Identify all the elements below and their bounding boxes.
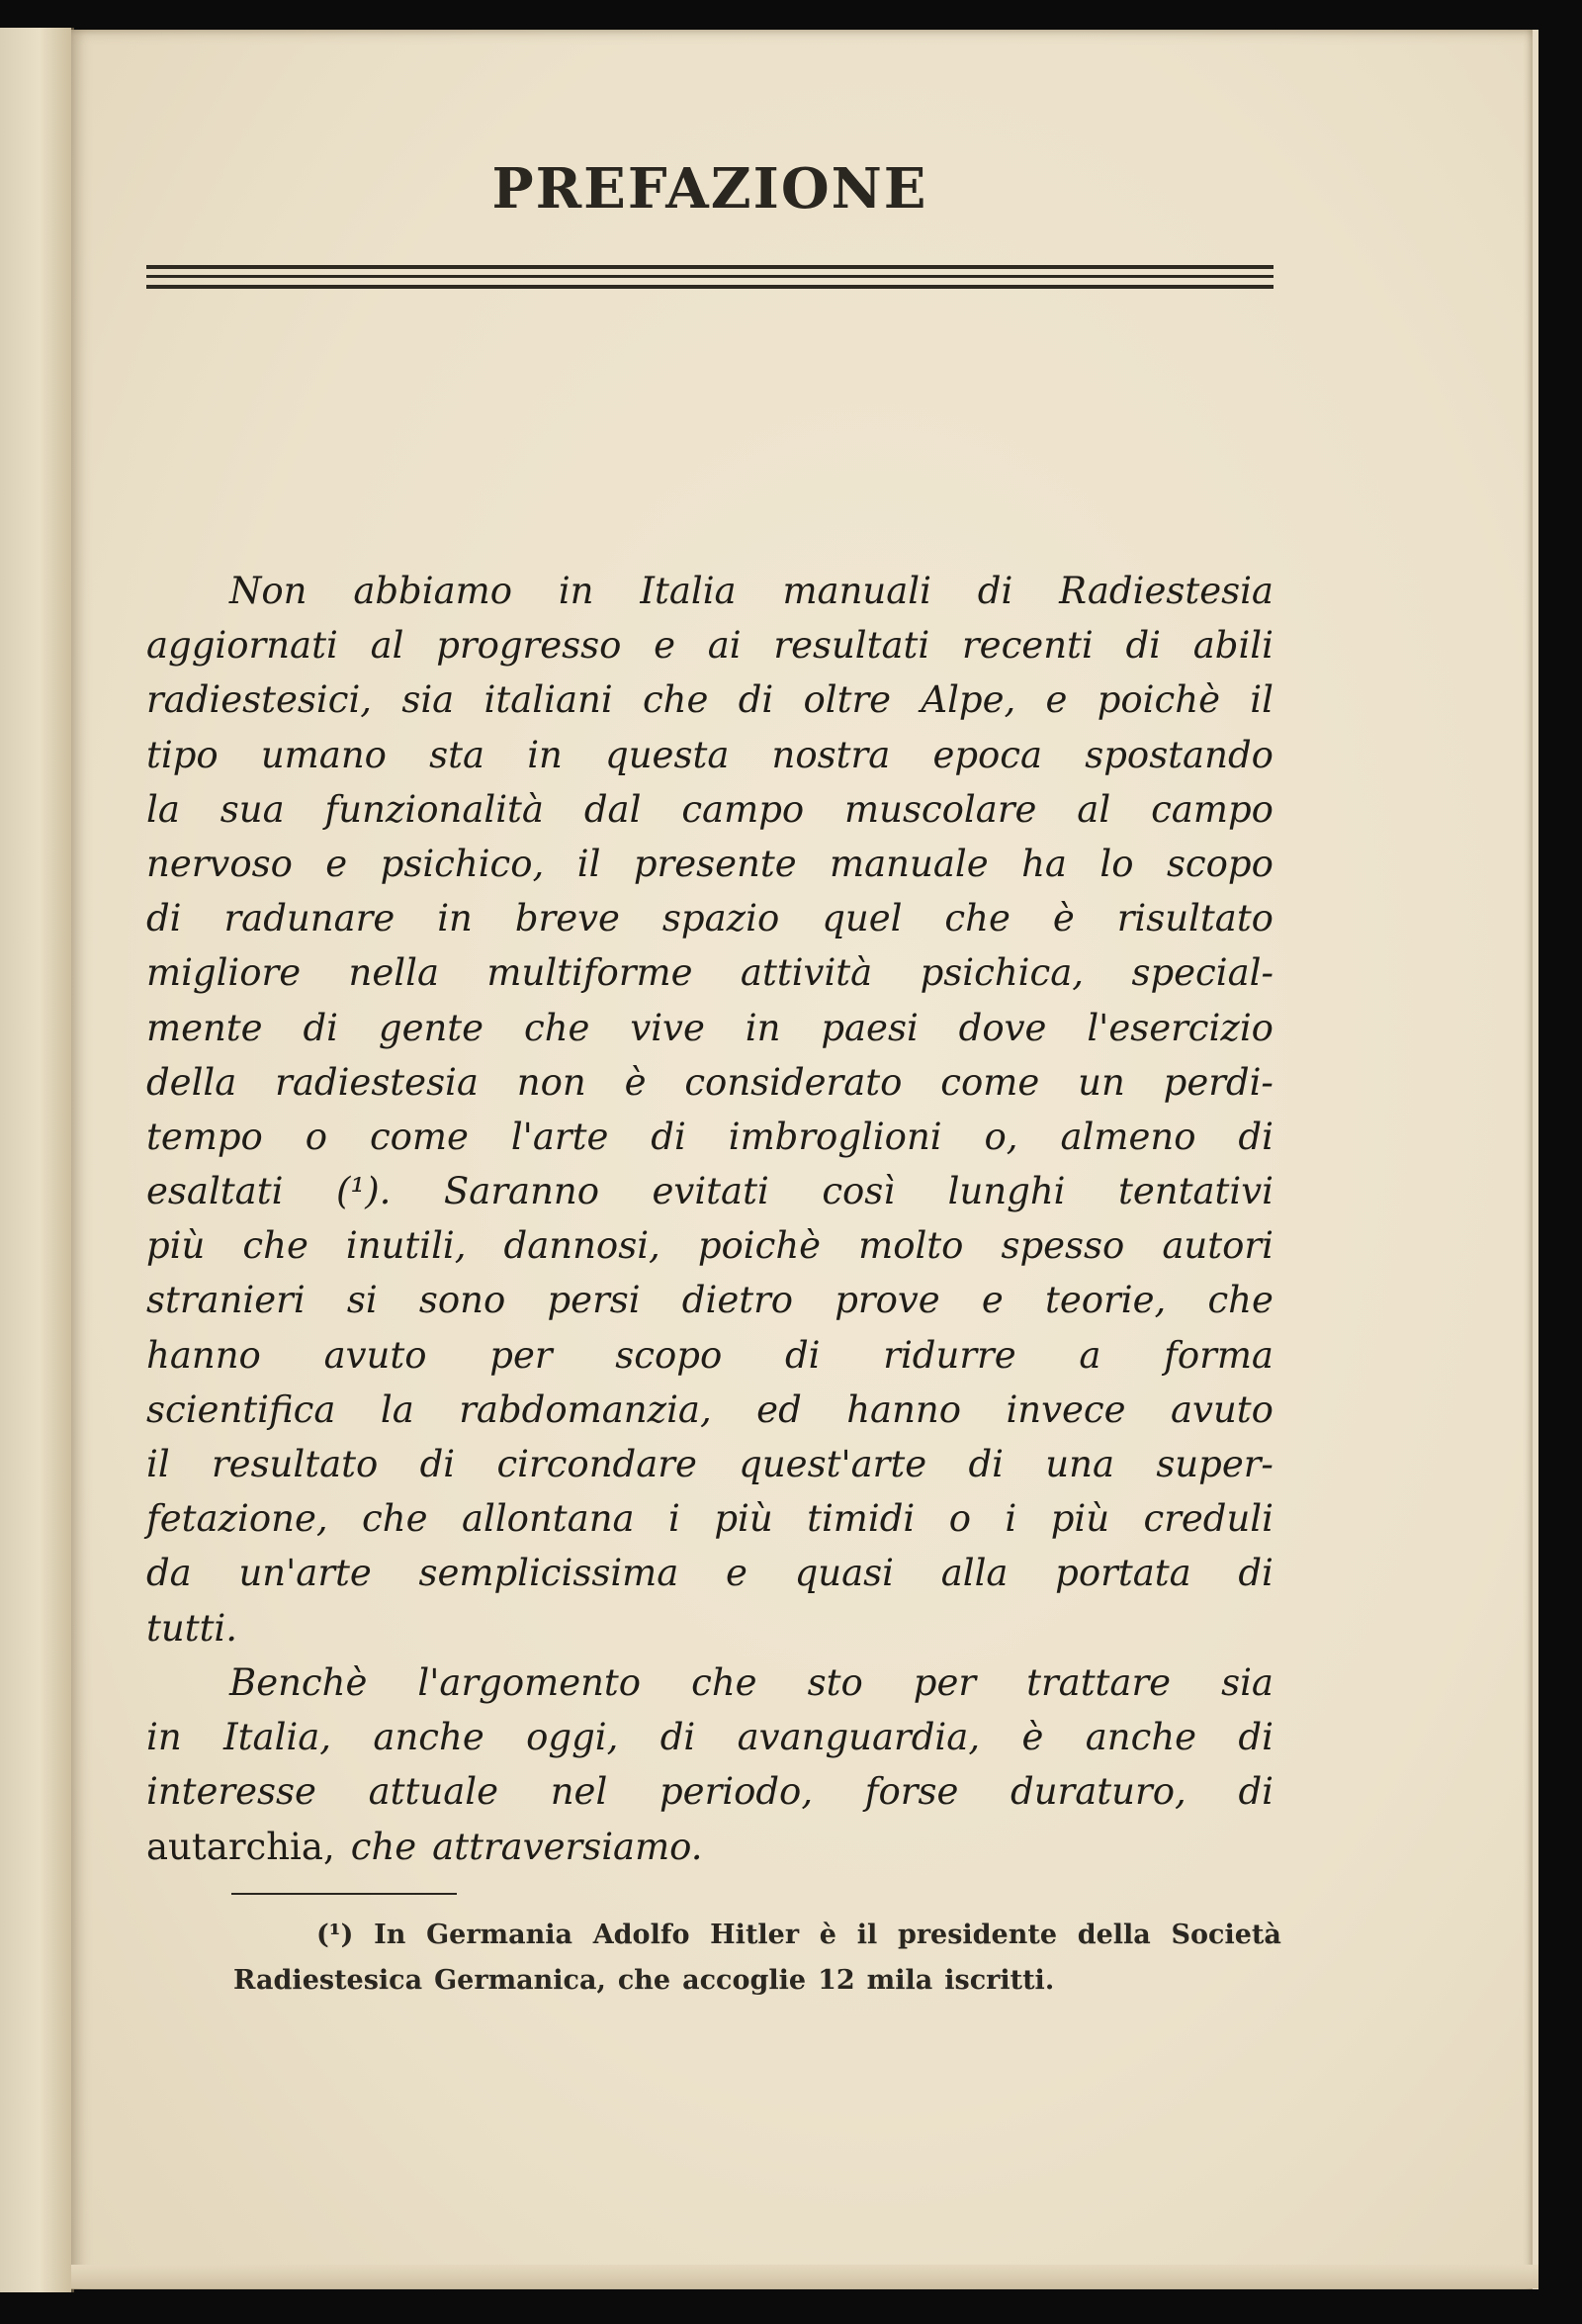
word: dietro [681, 1279, 794, 1322]
word: Alpe, [921, 678, 1016, 722]
text-line [146, 1601, 1274, 1655]
word: l'arte [510, 1115, 609, 1158]
word: di [968, 1443, 1004, 1485]
word: per [913, 1661, 977, 1704]
word: accoglie [682, 1965, 807, 1996]
word: così [822, 1170, 896, 1213]
word: mente [146, 1006, 263, 1049]
word: più [146, 1224, 206, 1268]
word: mila [866, 1965, 933, 1996]
word: di [1238, 1115, 1274, 1158]
word: autarchia, [146, 1825, 335, 1868]
word: campo [681, 787, 805, 831]
word: di [651, 1115, 686, 1158]
word: alla [940, 1552, 1009, 1595]
text-line [146, 1055, 1274, 1110]
word: presidente [897, 1920, 1058, 1950]
text-line [146, 672, 1274, 727]
word: la [146, 787, 180, 831]
text-line [146, 1710, 1274, 1764]
word: scopo [1166, 842, 1274, 885]
word: tutti. [146, 1606, 238, 1650]
word: resultato [211, 1443, 379, 1485]
page-heading: PREFAZIONE [491, 156, 928, 222]
word: anche [373, 1716, 484, 1759]
word: avuto [1171, 1387, 1274, 1431]
word: da [146, 1552, 192, 1595]
word: autori [1162, 1224, 1274, 1268]
word: della [146, 1060, 237, 1104]
word: che [642, 678, 709, 722]
word: timidi [807, 1497, 916, 1541]
word: o [948, 1497, 971, 1541]
word: lo [1099, 842, 1134, 885]
word: interesse [146, 1770, 316, 1814]
word: campo [1151, 787, 1274, 831]
word: In [374, 1920, 406, 1950]
word: spesso [1001, 1224, 1125, 1268]
word: che [1207, 1279, 1274, 1322]
word: attuale [368, 1770, 499, 1814]
word: forma [1164, 1333, 1274, 1377]
word: gente [378, 1006, 484, 1049]
word: scopo [615, 1333, 723, 1377]
word: Hitler [710, 1920, 800, 1950]
word: progresso [436, 624, 622, 668]
word: circondare [496, 1443, 697, 1485]
word: in [527, 733, 563, 776]
word: per [489, 1333, 553, 1377]
word: di [303, 1006, 338, 1049]
word: teorie, [1045, 1279, 1167, 1322]
text-line [146, 1655, 1274, 1710]
word: poichè [697, 1224, 822, 1268]
word: (¹). [335, 1170, 392, 1213]
preface-paragraph-2 [146, 1655, 1274, 1874]
word: nostra [771, 733, 891, 776]
word: Non [229, 570, 308, 612]
word: sua [220, 787, 285, 831]
word: Italia [640, 570, 737, 612]
word: creduli [1143, 1497, 1274, 1541]
word: si [346, 1279, 378, 1322]
word: il [576, 842, 601, 885]
word: allontana [461, 1497, 635, 1541]
word: i [1005, 1497, 1017, 1541]
word: special- [1131, 951, 1274, 995]
word: attività [740, 951, 873, 995]
word: tempo [146, 1115, 263, 1158]
word: in [146, 1716, 182, 1759]
word: un [1078, 1060, 1125, 1104]
text-line [146, 1546, 1274, 1600]
word: più [714, 1497, 773, 1541]
word: di [419, 1443, 456, 1485]
word: il [856, 1920, 878, 1950]
word: abili [1192, 624, 1274, 668]
word: stranieri [146, 1279, 306, 1322]
word: semplicissima [418, 1552, 679, 1595]
word: oggi, [526, 1716, 619, 1759]
word: quasi [794, 1552, 894, 1595]
word: esaltati [146, 1170, 284, 1213]
word: e [981, 1279, 1004, 1322]
word: multiforme [486, 951, 693, 995]
word: prove [835, 1279, 940, 1322]
word: in [437, 897, 473, 940]
word: iscritti. [944, 1965, 1055, 1996]
word: di [1125, 624, 1161, 668]
word: che [944, 897, 1011, 940]
word: a [1079, 1333, 1101, 1377]
word: Società [1171, 1920, 1281, 1950]
previous-page-edge [0, 28, 74, 2292]
word: di [977, 570, 1013, 612]
word: scientifica [146, 1387, 336, 1431]
word: come [940, 1060, 1040, 1104]
text-line [233, 1958, 1281, 2004]
word: più [1050, 1497, 1110, 1541]
word: un'arte [238, 1552, 372, 1595]
word: il [146, 1443, 170, 1485]
word: ridurre [883, 1333, 1016, 1377]
word: abbiamo [353, 570, 512, 612]
word: ha [1021, 842, 1067, 885]
footnote-separator [231, 1893, 457, 1895]
heading-rule-bottom [146, 285, 1274, 289]
word: hanno [146, 1333, 261, 1377]
word: che [617, 1965, 671, 1996]
word: anche [1085, 1716, 1197, 1759]
word: trattare [1026, 1661, 1172, 1704]
word: umano [260, 733, 387, 776]
text-line [146, 1164, 1274, 1218]
word: che [691, 1661, 757, 1704]
word: Radiestesica [233, 1965, 423, 1996]
word: aggiornati [146, 624, 338, 668]
word: di [738, 678, 774, 722]
word: muscolare [844, 787, 1037, 831]
word: periodo, [659, 1770, 814, 1814]
word: questa [605, 733, 730, 776]
word: di [1238, 1552, 1274, 1595]
preface-paragraph-1 [146, 564, 1274, 1655]
word: inutili, [345, 1224, 467, 1268]
word: hanno [846, 1387, 962, 1431]
text-line [146, 1437, 1274, 1491]
word: Germanica, [434, 1965, 606, 1996]
word: funzionalità [324, 787, 544, 831]
word: Radiestesia [1059, 570, 1274, 612]
word: o [305, 1115, 328, 1158]
text-line [146, 1328, 1274, 1383]
word: è [819, 1920, 836, 1950]
word: è [1021, 1716, 1044, 1759]
word: nella [348, 951, 439, 995]
word: è [624, 1060, 647, 1104]
word: radiestesici, [146, 678, 373, 722]
text-line [146, 618, 1274, 672]
word: ai [707, 624, 742, 668]
word: persi [547, 1279, 641, 1322]
word: al [370, 624, 404, 668]
word: l'esercizio [1087, 1006, 1274, 1049]
word: di [785, 1333, 821, 1377]
word: attraversiamo. [432, 1825, 703, 1868]
word: almeno [1060, 1115, 1196, 1158]
word: quest'arte [739, 1443, 927, 1485]
word: duraturo, [1011, 1770, 1186, 1814]
word: forse [864, 1770, 959, 1814]
word: manuale [830, 842, 989, 885]
word: breve [514, 897, 620, 940]
word: paesi [821, 1006, 919, 1049]
word: super- [1156, 1443, 1274, 1485]
word: spostando [1085, 733, 1274, 776]
word: manuali [782, 570, 931, 612]
word: ed [756, 1387, 802, 1431]
word: di [1238, 1770, 1274, 1814]
word: quel [822, 897, 903, 940]
word: sto [807, 1661, 863, 1704]
word: (¹) [316, 1920, 354, 1950]
word: che [350, 1825, 417, 1868]
word: dove [958, 1006, 1047, 1049]
text-line [146, 1820, 1274, 1874]
word: la [380, 1387, 414, 1431]
word: psichica, [920, 951, 1085, 995]
word: Italia, [223, 1716, 332, 1759]
word: della [1077, 1920, 1151, 1950]
word: che [362, 1497, 428, 1541]
word: Germania [426, 1920, 573, 1950]
word: il [1250, 678, 1274, 722]
word: e [726, 1552, 747, 1595]
word: tipo [146, 733, 219, 776]
text-line [146, 1764, 1274, 1819]
word: e [1045, 678, 1068, 722]
word: di [1238, 1716, 1274, 1759]
word: dannosi, [503, 1224, 660, 1268]
word: è [1052, 897, 1075, 940]
word: invece [1006, 1387, 1126, 1431]
word: italiani [483, 678, 613, 722]
footnote [233, 1913, 1281, 2004]
word: sia [401, 678, 455, 722]
text-line [146, 1001, 1274, 1055]
word: poichè [1097, 678, 1220, 722]
text-line [233, 1913, 1281, 1958]
heading-rule-top [146, 265, 1274, 269]
word: l'argomento [417, 1661, 642, 1704]
word: di [659, 1716, 696, 1759]
word: sia [1221, 1661, 1274, 1704]
word: avanguardia, [737, 1716, 981, 1759]
word: sono [418, 1279, 506, 1322]
text-line [146, 945, 1274, 1000]
word: sta [429, 733, 485, 776]
text-line [146, 891, 1274, 945]
word: e [654, 624, 676, 668]
text-line [146, 837, 1274, 891]
word: spazio [661, 897, 780, 940]
word: Adolfo [592, 1920, 690, 1950]
word: imbroglioni [728, 1115, 942, 1158]
word: tentativi [1118, 1170, 1274, 1213]
heading-rule-middle [146, 275, 1274, 278]
word: o, [984, 1115, 1018, 1158]
word: migliore [146, 951, 302, 995]
word: 12 [818, 1965, 855, 1996]
word: come [369, 1115, 469, 1158]
word: evitati [652, 1170, 769, 1213]
text-line [146, 728, 1274, 782]
word: perdi- [1163, 1060, 1274, 1104]
word: recenti [962, 624, 1094, 668]
word: presente [633, 842, 797, 885]
text-line [146, 1383, 1274, 1437]
word: radunare [223, 897, 396, 940]
word: che [523, 1006, 590, 1049]
word: molto [858, 1224, 964, 1268]
word: dal [583, 787, 642, 831]
page-bottom-edge [71, 2265, 1538, 2288]
word: oltre [803, 678, 892, 722]
word: Saranno [443, 1170, 600, 1213]
text-line [146, 564, 1274, 618]
word: risultato [1116, 897, 1274, 940]
text-line [146, 1491, 1274, 1546]
word: al [1077, 787, 1111, 831]
text-line [146, 1218, 1274, 1273]
word: vive [630, 1006, 705, 1049]
text-line [146, 1110, 1274, 1164]
word: e [325, 842, 348, 885]
word: nervoso [146, 842, 293, 885]
word: lunghi [947, 1170, 1066, 1213]
word: portata [1055, 1552, 1191, 1595]
word: radiestesia [275, 1060, 479, 1104]
text-line [146, 1273, 1274, 1327]
word: avuto [323, 1333, 427, 1377]
word: rabdomanzia, [459, 1387, 712, 1431]
word: fetazione, [146, 1497, 328, 1541]
word: che [242, 1224, 308, 1268]
word: considerato [684, 1060, 903, 1104]
text-line [146, 782, 1274, 837]
word: una [1045, 1443, 1114, 1485]
word: epoca [932, 733, 1043, 776]
word: non [516, 1060, 586, 1104]
word: di [146, 897, 182, 940]
word: in [745, 1006, 781, 1049]
word: Benchè [229, 1661, 368, 1704]
word: i [668, 1497, 680, 1541]
word: resultati [773, 624, 930, 668]
word: nel [550, 1770, 608, 1814]
word: psichico, [380, 842, 545, 885]
word: in [558, 570, 594, 612]
